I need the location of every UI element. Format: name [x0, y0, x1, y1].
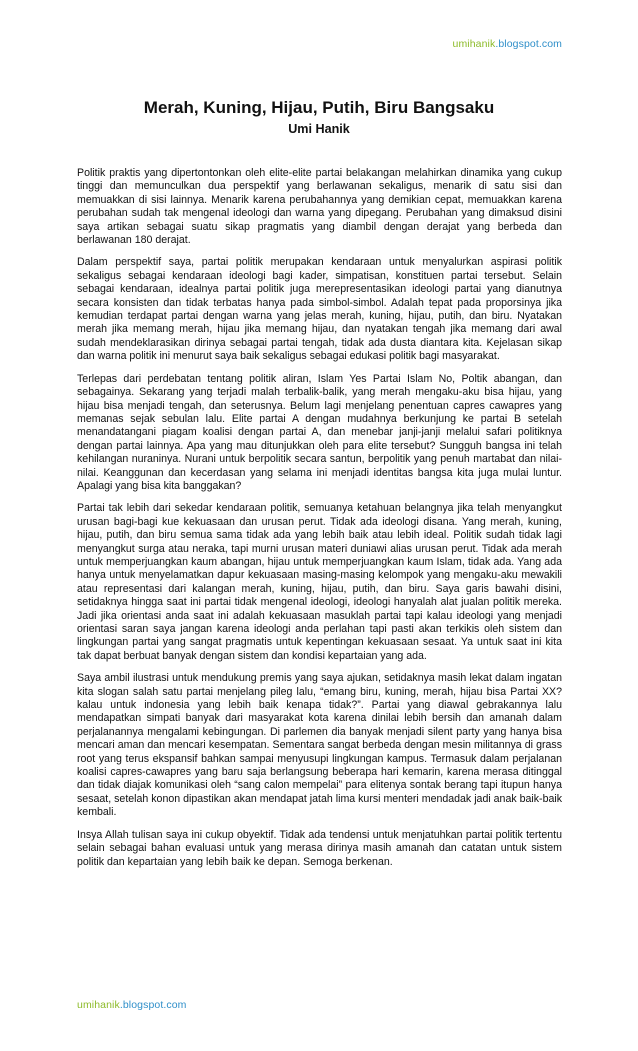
footer-site-domain: .blogspot.com — [119, 999, 187, 1011]
article-body — [77, 167, 562, 878]
header-site-domain: .blogspot.com — [495, 38, 562, 50]
footer-site-link[interactable] — [77, 999, 187, 1011]
article-paragraph-5: Saya ambil ilustrasi untuk mendukung premis yang saya ajukan, setidaknya masih lekat dalam ingatan kita slogan salah satu partai menjelang pileg lalu, “emang biru, kuning, merah, hijau bisa Partai XX? kalau untuk indonesia yang lebih baik kenapa tidak?”. Partai yang diawal gebrakannya lalu mendapatkan simpati banyak dari masyarakat kota karena dinilai lebih bersih dan amanah dalam perjalanannya mengalami kebingungan. Di parlemen dia banyak menjadi silent party yang hanya bisa mencari aman dan mencari kesempatan. Sementara sangat berbeda dengan mesin militannya di grass root yang terus ekspansif bahkan sampai menyusupi lingkungan kampus. Termasuk dalam perjalanan koalisi capres-cawapres yang baru saja berlangsung beberapa hari kemarin, karena merasa ditinggal dan tidak diajak komunikasi oleh “sang calon mempelai” para elitenya sontak berang tapi itupun hanya sesaat, setelah konon dipastikan akan mendapat jatah lima kursi menteri mendadak jadi anak baik-baik kembali. — [77, 672, 562, 819]
article-author: Umi Hanik — [288, 122, 350, 136]
article-paragraph-3: Terlepas dari perdebatan tentang politik aliran, Islam Yes Partai Islam No, Poltik abangan, dan sebagainya. Sekarang yang terjadi malah terbalik-balik, yang merah mengaku-aku bisa hijau, yang hijau bisa menjadi tengah, dan seterusnya. Belum lagi menjelang penentuan capres cawapres yang memanas sejak sebulan lalu. Elite partai A dengan mudahnya berkunjung ke partai B setelah menandatangani piagam koalisi dengan partai A, dan menebar janji-janji melalui safari politiknya dengan partai lainnya. Apa yang mau ditunjukkan oleh para elite tersebut? Sungguh bangsa ini telah kehilangan nuraninya. Nurani untuk berpolitik secara santun, berpolitik yang penuh martabat dan nilai-nilai. Keanggunan dan kecerdasan yang selama ini menjadi identitas bangsa kita juga mulai luntur. Apalagi yang bisa kita banggakan? — [77, 372, 562, 492]
header-site-name: umihanik — [452, 38, 496, 50]
article-paragraph-4: Partai tak lebih dari sekedar kendaraan politik, semuanya ketahuan belangnya jika telah menyangkut urusan bagi-bagi kue kekuasaan dan urusan perut. Tidak ada ideologi disana. Yang merah, kuning, hijau, putih, dan biru semua sama tidak ada yang lebih baik atau lebih ideal. Politik sudah tidak lagi menyangkut surga atau neraka, tapi murni urusan materi duniawi alias urusan perut. Tidak ada merah untuk memperjuangkan kaum abangan, hijau untuk memperjuangkan kaum Islam, tidak ada. Yang ada hanya untuk menyelamatkan dapur kekuasaan masing-masing kelompok yang mengaku-aku mewakili atau representasi dari kalangan merah, kuning, hijau, putih, dan biru. Saya garis bawahi disini, setidaknya hingga saat ini partai tidak mengenal ideologi, ideologi hanyalah alat jualan politik mereka. Jadi jika orientasi anda saat ini adalah kekuasaan masuklah partai tapi kalau ideologi yang menjadi orientasi saran saya jangan karena ideologi anda perlahan tapi pasti akan terkikis oleh sistem dan lingkungan partai yang sangat pragmatis untuk kepentingan kekuasaan sesaat. Ya untuk saat ini kita tak dapat berbuat banyak dengan sistem dan kondisi kepartaian yang ada. — [77, 502, 562, 662]
footer-site-name: umihanik — [77, 999, 120, 1011]
article-paragraph-2: Dalam perspektif saya, partai politik merupakan kendaraan untuk menyalurkan aspirasi politik sekaligus sebagai kendaraan ideologi bagi kader, simpatisan, konstituen partai tersebut. Selain sebagai kendaraan, idealnya partai politik juga merepresentasikan ideologi partai yang dianutnya secara konsisten dan tidak terbatas hanya pada simbol-simbol. Adalah tepat pada proporsinya jika kemudian terdapat partai dengan warna yang jelas merah, kuning, hijau, putih, dan biru. Nyatakan merah jika memang merah, hijau jika memang hijau, dan nyatakan tengah jika memang dari awal sudah mendeklarasikan dirinya sebagai partai tengah, tidak ada dusta diantara kita. Kejelasan sikap dan warna politik ini menurut saya baik sekaligus sebagai edukasi politik bagi masyarakat. — [77, 256, 562, 363]
header-site-link[interactable] — [453, 38, 563, 50]
article-paragraph-1: Politik praktis yang dipertontonkan oleh elite-elite partai belakangan melahirkan dinamika yang cukup tinggi dan memunculkan dua perspektif yang berlawanan sekaligus, menarik di satu sisi dan memuakkan di sisi lainnya. Menarik karena perubahannya yang demikian cepat, memuakkan karena perubahan sudah tak mengenal ideologi dan warna yang dipegang. Perubahan yang dimaksud disini saya artikan sebagai suatu sikap pragmatis yang diambil dengan derajat yang berbeda dan berlawanan 180 derajat. — [77, 167, 562, 247]
article-title: Merah, Kuning, Hijau, Putih, Biru Bangsaku — [143, 98, 495, 117]
article-paragraph-6: Insya Allah tulisan saya ini cukup obyektif. Tidak ada tendensi untuk menjatuhkan partai politik tertentu selain sebagai bahan evaluasi untuk yang merasa dirinya masih amanah dan catatan untuk sistem politik dan kepartaian yang lebih baik ke depan. Semoga berkenan. — [77, 828, 562, 868]
